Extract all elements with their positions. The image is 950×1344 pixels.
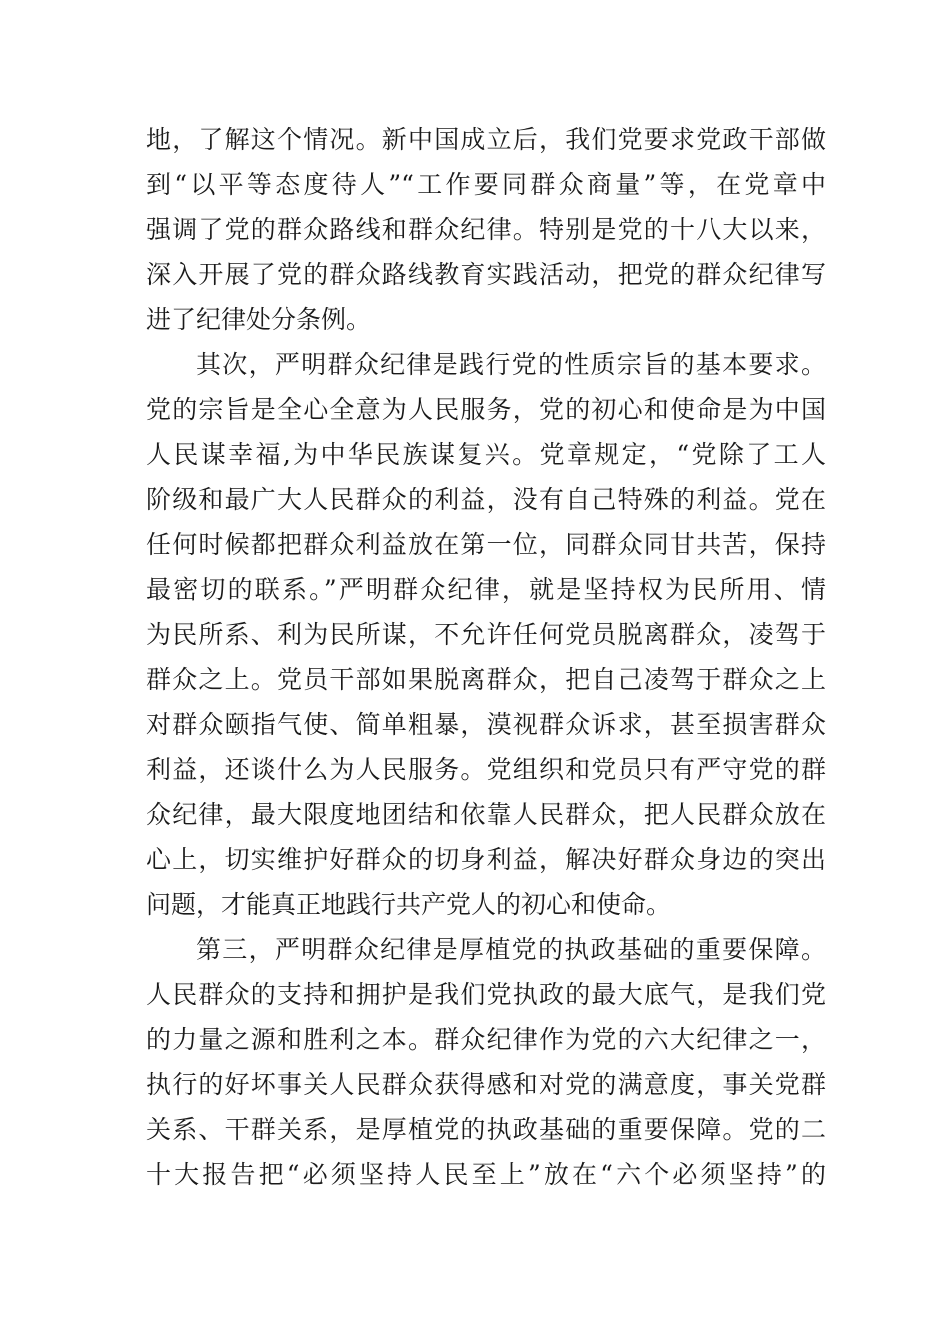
text-line: 的力量之源和胜利之本。群众纪律作为党的六大纪律之一，	[146, 1025, 826, 1054]
text-line: 问题，才能真正地践行共产党人的初心和使命。	[146, 890, 672, 919]
text-line: 为民所系、利为民所谋，不允许任何党员脱离群众，凌驾于	[146, 620, 826, 649]
text-line: 心上，切实维护好群众的切身利益，解决好群众身边的突出	[146, 845, 826, 874]
paragraph-heading-line: 其次，严明群众纪律是践行党的性质宗旨的基本要求。	[196, 350, 826, 379]
text-line: 人民谋幸福,为中华民族谋复兴。党章规定，“党除了工人	[146, 440, 826, 469]
text-line: 党的宗旨是全心全意为人民服务，党的初心和使命是为中国	[146, 395, 826, 424]
text-line: 对群众颐指气使、简单粗暴，漠视群众诉求，甚至损害群众	[146, 710, 826, 739]
paragraph-heading-line: 第三，严明群众纪律是厚植党的执政基础的重要保障。	[196, 935, 826, 964]
text-line: 人民群众的支持和拥护是我们党执政的最大底气，是我们党	[146, 980, 826, 1009]
text-line: 最密切的联系。”严明群众纪律，就是坚持权为民所用、情	[146, 575, 826, 604]
text-line: 强调了党的群众路线和群众纪律。特别是党的十八大以来，	[146, 215, 826, 244]
text-line: 十大报告把“必须坚持人民至上”放在“六个必须坚持”的	[146, 1160, 826, 1189]
text-line: 众纪律，最大限度地团结和依靠人民群众，把人民群众放在	[146, 800, 826, 829]
text-line: 深入开展了党的群众路线教育实践活动，把党的群众纪律写	[146, 260, 826, 289]
text-line: 利益，还谈什么为人民服务。党组织和党员只有严守党的群	[146, 755, 826, 784]
text-line: 群众之上。党员干部如果脱离群众，把自己凌驾于群众之上	[146, 665, 826, 694]
text-line: 到“以平等态度待人”“工作要同群众商量”等，在党章中	[146, 170, 826, 199]
text-line: 任何时候都把群众利益放在第一位，同群众同甘共苦，保持	[146, 530, 826, 559]
text-line: 进了纪律处分条例。	[146, 305, 372, 334]
text-line: 关系、干群关系，是厚植党的执政基础的重要保障。党的二	[146, 1115, 826, 1144]
text-line: 执行的好坏事关人民群众获得感和对党的满意度，事关党群	[146, 1070, 826, 1099]
text-line: 地，了解这个情况。新中国成立后，我们党要求党政干部做	[146, 125, 826, 154]
text-line: 阶级和最广大人民群众的利益，没有自己特殊的利益。党在	[146, 485, 826, 514]
